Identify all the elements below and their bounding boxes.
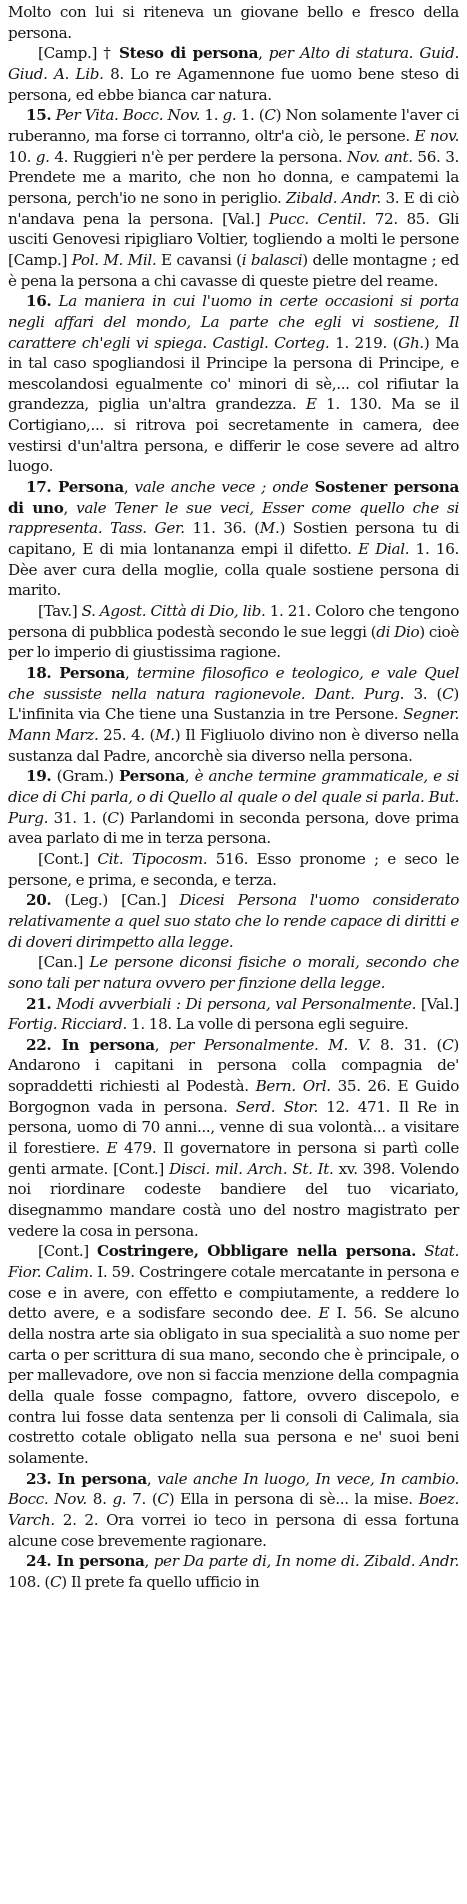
entry-paragraph-sense-17: 17. Persona, vale anche vece ; onde Sostener persona di uno, vale Tener le sue veci, Esser come quello che si rappresenta. Tass. Ger. 11. 36. (M.) Sostien persona tu di capitano, E di mia lontananza empi il difetto. E Dial. 1. 16. Dèe aver cura della moglie, colla quale sostiene persona di marito.	[8, 478, 460, 600]
entry-paragraph-sense-16: 16. La maniera in cui l'uomo in certe occasioni si porta negli affari del mondo, La parte che egli vi sostiene, Il carattere ch'egli vi spiega. Castigl. Corteg. 1. 219. (Gh.) Ma in tal caso spogliandosi il Principe la persona di Principe, e mescolandosi egualmente co' minori di sè,... col rifiutar la grandezza, piglia un'altra grandezza. E 1. 130. Ma se il Cortigiano,... si ritrova poi secretamente in camera, dee vestirsi d'un'altra persona, e differir le cose severe ad altro luogo.	[8, 292, 460, 476]
entry-paragraph-sense-23: 23. In persona, vale anche In luogo, In vece, In cambio. Bocc. Nov. 8. g. 7. (C) Ella in persona di sè... la mise. Boez. Varch. 2. 2. Ora vorrei io teco in persona di essa fortuna alcune cose brevemente ragionare.	[8, 1469, 459, 1550]
entry-paragraph-can-persone: [Can.] Le persone diconsi fisiche o morali, secondo che sono tali per natura ovvero per finzione della legge.	[8, 953, 459, 992]
entry-paragraph-intro: Molto con lui si riteneva un giovane bello e fresco della persona.	[8, 3, 459, 42]
entry-paragraph-sense-18: 18. Persona, termine filosofico e teologico, e vale Quel che sussiste nella natura ragionevole. Dant. Purg. 3. (C) L'infinita via Che tiene una Sustanzia in tre Persone. Segner. Mann Marz. 25. 4. (M.) Il Figliuolo divino non è diverso nella sustanza dal Padre, ancorchè sia diverso nella persona.	[8, 664, 459, 765]
entry-paragraph-sense-19: 19. (Gram.) Persona, è anche termine grammaticale, e si dice di Chi parla, o di Quello al quale o del quale si parla. But. Purg. 31. 1. (C) Parlandomi in seconda persona, dove prima avea parlato di me in terza persona.	[8, 767, 459, 848]
entry-paragraph-sense-20: 20. (Leg.) [Can.] Dicesi Persona l'uomo considerato relativamente a quel suo stato che lo rende capace di diritti e di doveri dirimpetto alla legge.	[8, 891, 459, 951]
entry-paragraph-tav-agost: [Tav.] S. Agost. Città di Dio, lib. 1. 21. Coloro che tengono persona di pubblica podestà secondo le sue leggi (di Dio) cioè per lo imperio di giustissima ragione.	[8, 602, 459, 662]
entry-paragraph-cont-tipocosm: [Cont.] Cit. Tipocosm. 516. Esso pronome ; e seco le persone, e prima, e seconda, e terza.	[8, 849, 459, 889]
entry-paragraph-cont-costringere: [Cont.] Costringere, Obbligare nella persona. Stat. Fior. Calim. I. 59. Costringere cotale mercatante in persona e cose e in avere, con effetto e compiutamente, a reddere lo detto avere, e a sodisfare secondo dee. E I. 56. Se alcuno della nostra arte sia obligato in sua specialità a suo nome per carta o per scrittura di sua mano, secondo che è principale, o per mallevadore, ove non si faccia menzione della compagnia della quale fosse compagno, fattore, ovvero discepolo, e contra lui fosse data sentenza per li consoli di Calimala, sia costretto cotale obligato nella sua persona e ne' suoi beni solamente.	[8, 1242, 459, 1467]
entry-paragraph-camp-steso: [Camp.] † Steso di persona, per Alto di statura. Guid. Giud. A. Lib. 8. Lo re Agamennone fue uomo bene steso di persona, ed ebbe bianca car natura.	[8, 44, 460, 104]
entry-paragraph-sense-15: 15. Per Vita. Bocc. Nov. 1. g. 1. (C) Non solamente l'aver ci ruberanno, ma forse ci torranno, oltr'a ciò, le persone. E nov. 10. g. 4. Ruggieri n'è per perdere la persona. Nov. ant. 56. 3. Prendete me a marito, che non ho donna, e campatemi la persona, perch'io ne sono in periglio. Zibald. Andr. 3. E di ciò n'andava pena la persona. [Val.] Pucc. Centil. 72. 85. Gli usciti Genovesi ripigliaro Voltier, togliendo a molti le persone [Camp.] Pol. M. Mil. E cavansi (i balasci) delle montagne ; ed è pena la persona a chi cavasse di queste pietre del reame.	[8, 106, 459, 290]
entry-paragraph-sense-22: 22. In persona, per Personalmente. M. V. 8. 31. (C) Andarono i capitani in persona colla compagnia de' sopraddetti richiesti al Podestà. Bern. Orl. 35. 26. E Guido Borgognon vada in persona. Serd. Stor. 12. 471. Il Re in persona, uomo di 70 anni..., venne di sua volontà... a visitare il forestiere. E 479. Il governatore in persona si partì colle genti armate. [Cont.] Disci. mil. Arch. St. It. xv. 398. Volendo noi riordinare codeste bandiere del tuo vicariato, disegnammo mandare costà uno del nostro magistrato per vedere la cosa in persona.	[8, 1035, 460, 1240]
entry-paragraph-sense-21: 21. Modi avverbiali : Di persona, val Personalmente. [Val.] Fortig. Ricciard. 1. 18. La volle di persona egli seguire.	[8, 994, 459, 1034]
entry-paragraph-sense-24: 24. In persona, per Da parte di, In nome di. Zibald. Andr. 108. (C) Il prete fa quello ufficio in	[8, 1552, 459, 1591]
